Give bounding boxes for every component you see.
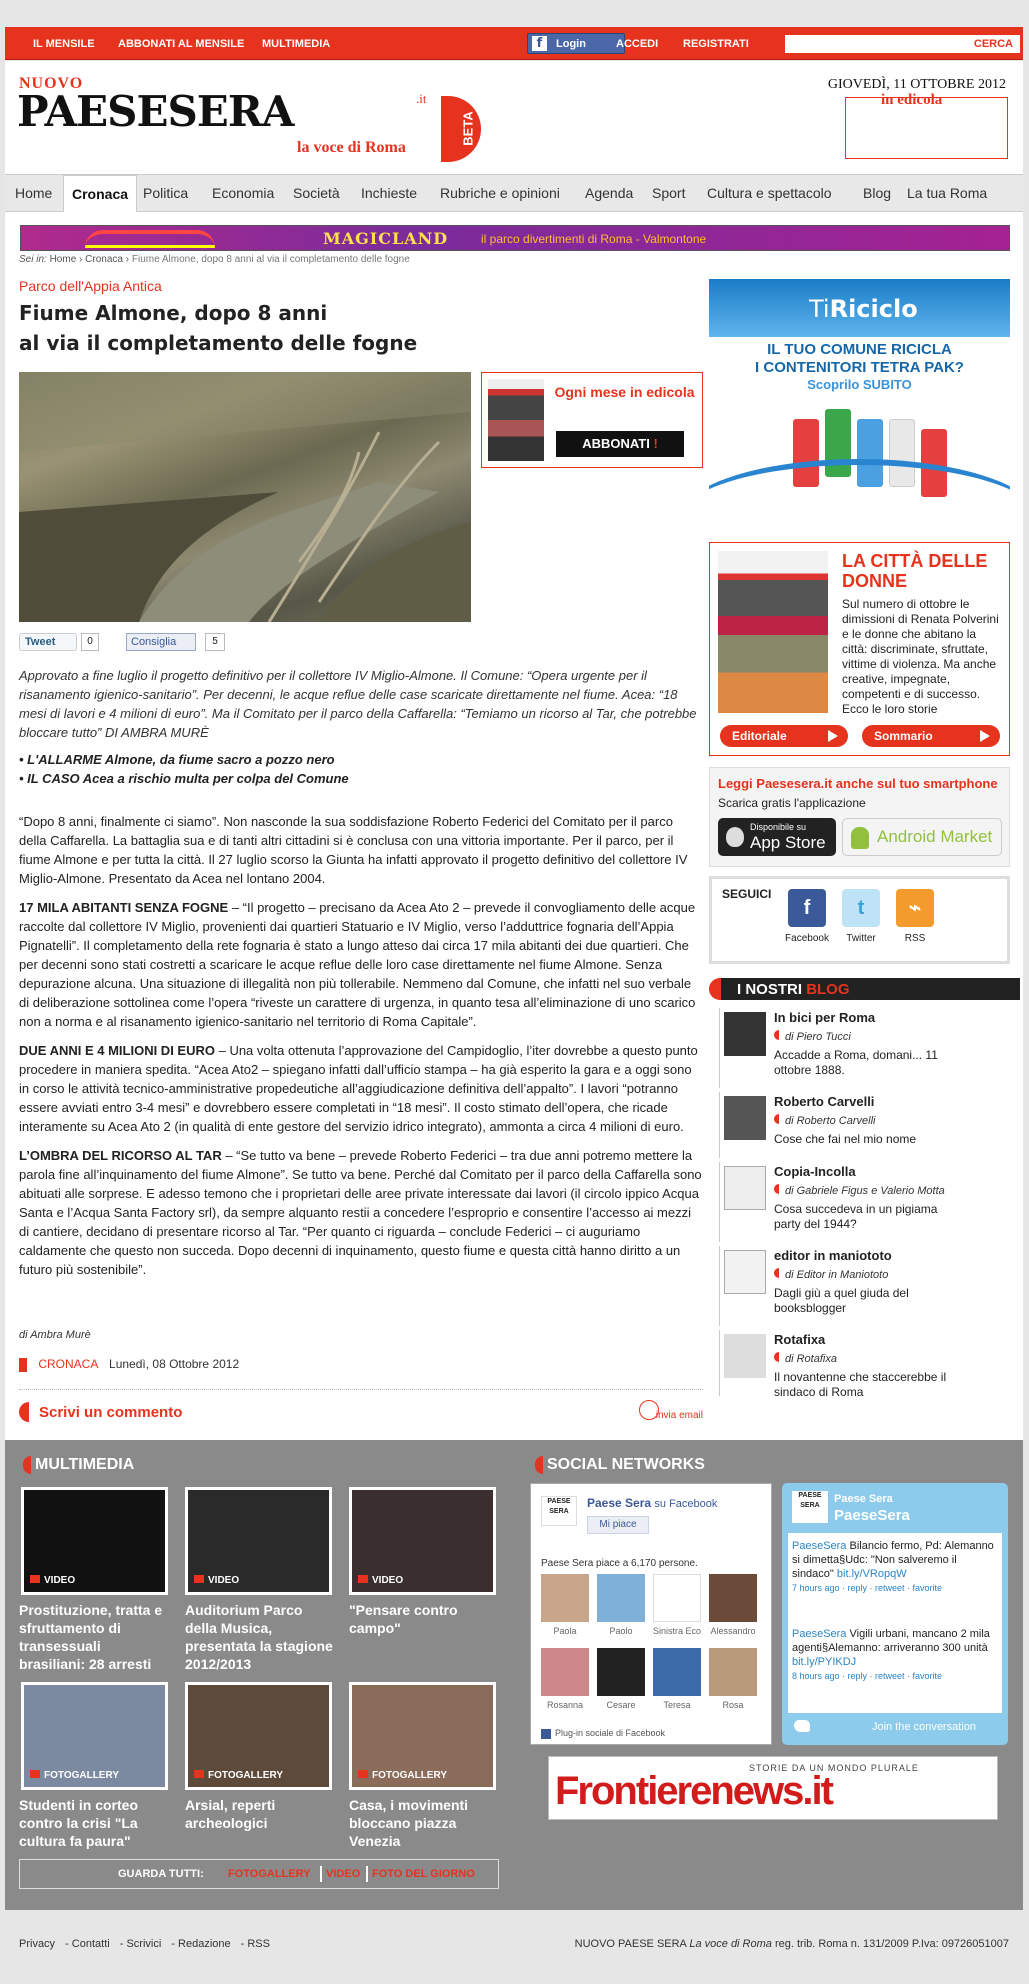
tiriciclo-headline: [709, 341, 1010, 377]
blog-title[interactable]: Roberto Carvelli: [774, 1094, 875, 1109]
footer-links: Privacy - Contatti - Scrivici - Redazione - RSS: [19, 1938, 270, 1950]
legal-tagline: La voce di Roma: [689, 1938, 772, 1950]
write-comment-link[interactable]: Scrivi un commento: [39, 1404, 183, 1421]
legal-name: NUOVO PAESE SERA: [574, 1938, 687, 1950]
category-marker: [19, 1358, 27, 1372]
river-photo-graphic: [19, 372, 471, 622]
sommario-label: Sommario: [874, 729, 933, 743]
media-caption[interactable]: "Pensare contro campo": [349, 1602, 458, 1636]
rss-label[interactable]: RSS: [904, 933, 926, 944]
blog-excerpt[interactable]: Cose che fai nel mio nome: [774, 1132, 917, 1146]
legal-registration: reg. trib. Roma n. 131/2009 P.Iva: 09726051007: [774, 1938, 1009, 1950]
fan-name[interactable]: Teresa: [663, 1700, 691, 1710]
logo-nuovo[interactable]: NUOVO: [19, 75, 84, 92]
blog-item[interactable]: [719, 1008, 1020, 1088]
fan-name[interactable]: Alessandro: [710, 1626, 756, 1636]
top-bar: [5, 27, 1023, 60]
follow-us-box: [709, 876, 1010, 964]
article-title-line2: al via il completamento delle fogne: [19, 331, 418, 355]
media-tag: [194, 1770, 283, 1781]
tw-handle[interactable]: PaeseSera: [834, 1507, 910, 1524]
article-meta: [19, 1357, 239, 1372]
tw-name: Paese Sera: [834, 1493, 893, 1505]
fan-avatar[interactable]: [709, 1648, 757, 1696]
header-marker: [535, 1456, 543, 1474]
article-paragraph: [19, 1041, 703, 1136]
breadcrumb-current: Fiume Almone, dopo 8 anni al via il completamento delle fogne: [131, 254, 410, 265]
tweet-list: [788, 1533, 1002, 1713]
tweet: [792, 1627, 998, 1683]
media-tag-label: VIDEO: [372, 1575, 404, 1586]
header-marker: [23, 1456, 31, 1474]
blog-title[interactable]: In bici per Roma: [774, 1010, 876, 1025]
tiriciclo-brand-b: Riciclo: [829, 295, 918, 323]
blog-excerpt[interactable]: Dagli giù a quel giuda del booksblogger: [774, 1286, 909, 1315]
tiriciclo-ad[interactable]: [709, 279, 1010, 531]
link-abbonati-mensile[interactable]: ABBONATI AL MENSILE: [118, 38, 245, 50]
media-tag-label: FOTOGALLERY: [208, 1770, 283, 1781]
tiriciclo-cta: Scoprilo SUBITO: [807, 377, 912, 392]
media-caption[interactable]: Arsial, reperti archeologici: [185, 1797, 276, 1831]
footer-legal: [575, 1938, 1009, 1950]
footer-link-redazione[interactable]: Redazione: [178, 1938, 231, 1950]
video-icon: [194, 1575, 204, 1583]
paragraph-heading: DUE ANNI E 4 MILIONI DI EURO: [19, 1043, 215, 1058]
nav-cronaca[interactable]: Cronaca: [63, 175, 137, 213]
byline: di Ambra Murè: [19, 1329, 91, 1341]
main-content: [5, 212, 1023, 1440]
nav-economia[interactable]: Economia: [212, 185, 275, 201]
blog-author: [774, 1114, 875, 1127]
blogs-header: [719, 978, 1020, 1000]
article-photo: [19, 372, 471, 622]
media-tag-label: FOTOGALLERY: [44, 1770, 119, 1781]
blog-title[interactable]: Rotafixa: [774, 1332, 826, 1347]
banner-title: MAGICLAND: [323, 229, 449, 248]
footer-link-privacy[interactable]: Privacy: [19, 1938, 56, 1950]
tweet-meta[interactable]: 7 hours ago · reply · retweet · favorite: [792, 1583, 943, 1593]
join-conversation-link[interactable]: Join the conversation: [872, 1721, 976, 1733]
blog-item[interactable]: [719, 1162, 1020, 1242]
smartphone-app-box: [709, 767, 1010, 867]
donne-title: LA CITTÀ DELLE DONNE: [842, 551, 988, 591]
article-kicker: Parco dell'Appia Antica: [19, 278, 162, 294]
camera-icon: [194, 1770, 204, 1778]
fan-name[interactable]: Cesare: [606, 1700, 636, 1710]
facebook-icon[interactable]: f: [788, 889, 826, 927]
nav-la-tua-roma[interactable]: La tua Roma: [907, 185, 988, 201]
fan-name[interactable]: Rosanna: [546, 1700, 584, 1710]
tweet-label: Tweet: [25, 636, 56, 648]
breadcrumb-section[interactable]: Cronaca: [85, 254, 123, 265]
blog-author-text: di Gabriele Figus e Valerio Motta: [785, 1185, 945, 1197]
app-store-button[interactable]: [718, 818, 836, 856]
footer: [5, 1910, 1023, 1976]
related-link-text[interactable]: IL CASO Acea a rischio multa per colpa del Comune: [27, 771, 349, 786]
nav-blog[interactable]: Blog: [863, 185, 892, 201]
blog-author-text: di Editor in Maniototo: [785, 1269, 889, 1281]
promo-text: Ogni mese in edicola: [554, 384, 695, 400]
media-tag: [30, 1575, 75, 1586]
fb-page-name[interactable]: [587, 1496, 717, 1510]
author-marker: [774, 1352, 779, 1362]
blog-author-text: di Roberto Carvelli: [785, 1115, 876, 1127]
tweet-text: Vigili urbani, mancano 2 mila agenti§Alemanno: arriveranno 300 unità: [792, 1628, 990, 1654]
edicola-box[interactable]: [845, 92, 1008, 159]
arrow-right-icon: [828, 730, 838, 742]
gallery-thumbnail[interactable]: [185, 1682, 332, 1790]
tweet-text: Bilancio fermo, Pd: Alemanno si dimetta§Udc: "Non salveremo il sindaco": [792, 1540, 994, 1580]
footer-link-scrivici[interactable]: Scrivici: [126, 1938, 162, 1950]
link-il-mensile[interactable]: IL MENSILE: [33, 38, 95, 50]
send-email-link[interactable]: invia email: [655, 1410, 703, 1421]
fan-avatar[interactable]: [653, 1574, 701, 1622]
fb-page-label[interactable]: Paese Sera: [587, 1496, 652, 1510]
paesesera-logo-small: PAESE SERA: [541, 1496, 577, 1526]
media-caption[interactable]: Auditorium Parco della Musica, presentata la stagione 2012/2013: [185, 1602, 333, 1672]
video-icon: [358, 1575, 368, 1583]
search-input[interactable]: [785, 35, 1020, 53]
blog-excerpt[interactable]: Cosa succedeva in un pigiama party del 1944?: [774, 1202, 938, 1231]
fb-like-count: Paese Sera piace a 6,170 persone.: [541, 1558, 698, 1569]
author-marker: [774, 1268, 779, 1278]
fan-avatar[interactable]: [597, 1574, 645, 1622]
blog-title[interactable]: Copia-Incolla: [774, 1164, 856, 1179]
phone-subtitle: Scarica gratis l'applicazione: [718, 796, 866, 810]
blog-author-text: di Rotafixa: [785, 1353, 837, 1365]
paragraph-text: – “Se tutto va bene – prevede Roberto Federici – tra due anni potremo mettere la parola fine all’inquinamento del fiume Almone”. Se tutto va bene. Perché dal Comitato per il parco della Caffarella sono abituati alle sorprese. E adesso temono che i proprietari delle aree private interessate dai lavori (il circolo ippico Acqua Santa e l’Acqua Santa Factory srl), da sempre alquanto restii a concedere l’esproprio e consentire l’accesso ai mezzi di cantiere, decidano di presentare ricorso al Tar. “Per quanto ci riguarda – conclude Federici – ci auguriamo caldamente che questo non succeda. Dopo decenni di inquinamento, questo fiume e questa città hanno diritto a un futuro più sostenibile”.: [19, 1148, 702, 1277]
media-tag: [358, 1770, 447, 1781]
fan-name[interactable]: Rosa: [722, 1700, 744, 1710]
tweet-link[interactable]: bit.ly/PYIKDJ: [792, 1656, 857, 1668]
author-marker: [774, 1030, 779, 1040]
related-link-text[interactable]: L'ALLARME Almone, da fiume sacro a pozzo nero: [27, 752, 335, 767]
link-foto-del-giorno[interactable]: FOTO DEL GIORNO: [372, 1868, 475, 1880]
article-title: [19, 298, 539, 358]
fb-plugin-text: Plug-in sociale di Facebook: [555, 1728, 666, 1738]
related-link[interactable]: • IL CASO Acea a rischio multa per colpa del Comune: [19, 771, 349, 786]
multimedia-title: MULTIMEDIA: [35, 1456, 135, 1473]
consiglia-count: 5: [205, 633, 225, 651]
media-caption[interactable]: Prostituzione, tratta e sfruttamento di transessuali brasiliani: 28 arresti: [19, 1602, 163, 1672]
consiglia-button[interactable]: [126, 633, 196, 651]
consiglia-label: Consiglia: [131, 636, 177, 648]
logo-tagline: la voce di Roma: [297, 139, 406, 156]
blogs-title-b: BLOG: [806, 981, 850, 998]
media-tag: [194, 1575, 239, 1586]
social-networks-header: [547, 1456, 705, 1474]
logo-it: .it: [416, 91, 427, 106]
wave-graphic: [709, 459, 1010, 531]
rss-icon[interactable]: ⌁: [896, 889, 934, 927]
paragraph-heading: 17 MILA ABITANTI SENZA FOGNE: [19, 900, 229, 915]
article-body: [19, 812, 703, 1289]
tweet-user[interactable]: PaeseSera: [792, 1540, 847, 1552]
article-lead: Approvato a fine luglio il progetto definitivo per il collettore IV Miglio-Almone. Il Comune: “Opera urgente per il risanamento igienico-sanitario”. Per decenni, le acque reflue delle case scaricate direttamente nel fiume. Acea: “18 mesi di lavori e 4 milioni di euro”. Ma il Comitato per il parco della Caffarella: “Temiamo un ricorso al Tar, che potrebbe bloccare tutto” DI AMBRA MURÈ: [19, 668, 697, 740]
separator: [366, 1866, 368, 1882]
nav-agenda[interactable]: Agenda: [585, 185, 634, 201]
blogs-title: [737, 981, 850, 998]
banner-subtitle: il parco divertimenti di Roma - Valmontone: [481, 232, 707, 246]
breadcrumb-home[interactable]: Home: [49, 254, 77, 265]
avatar: [724, 1334, 766, 1378]
blog-title[interactable]: editor in maniototo: [774, 1248, 892, 1263]
media-caption[interactable]: Studenti in corteo contro la crisi "La cultura fa paura": [19, 1797, 138, 1849]
avatar: [724, 1012, 766, 1056]
tweet: [792, 1539, 998, 1595]
current-date: GIOVEDÌ, 11 OTTOBRE 2012: [827, 77, 1006, 92]
video-thumbnail[interactable]: [21, 1487, 168, 1595]
blog-excerpt[interactable]: Il novantenne che staccerebbe il sindaco di Roma: [774, 1370, 947, 1399]
nav-cultura[interactable]: Cultura e spettacolo: [707, 185, 832, 201]
blogs-box: [709, 968, 1025, 1398]
appstore-label: App Store: [750, 833, 826, 852]
apple-icon: [726, 827, 744, 847]
rainbow-graphic: [85, 230, 215, 248]
nav-inchieste[interactable]: Inchieste: [361, 185, 418, 201]
tiriciclo-line1: IL TUO COMUNE RICICLA: [767, 341, 952, 358]
fb-like-button[interactable]: [587, 1516, 649, 1534]
gallery-thumbnail[interactable]: [349, 1682, 496, 1790]
video-thumbnail[interactable]: [185, 1487, 332, 1595]
gallery-thumbnail[interactable]: [21, 1682, 168, 1790]
magazine-cover: [718, 551, 828, 713]
abbonati-promo[interactable]: [481, 372, 703, 468]
tiriciclo-logo: [809, 295, 918, 323]
related-link[interactable]: • L'ALLARME Almone, da fiume sacro a pozzo nero: [19, 752, 335, 767]
article-paragraph: [19, 1146, 703, 1279]
magazine-cover: [488, 379, 544, 461]
social-networks-title: SOCIAL NETWORKS: [547, 1456, 705, 1473]
article-paragraph: “Dopo 8 anni, finalmente ci siamo”. Non nasconde la sua soddisfazione Roberto Federici del Comitato per il parco della Caffarella. La battaglia sua e di tanti altri cittadini si è conclusa con una vittoria importante. Per il parco, per il fiume Almone e per tutta la città. Il 27 luglio scorso la Giunta ha infatti approvato il progetto definitivo del collettore IV Miglio-Almone. Presentato da Acea nel lontano 2004.: [19, 814, 688, 886]
guarda-label: GUARDA TUTTI:: [118, 1868, 204, 1880]
fan-name[interactable]: Sinistra Eco: [652, 1626, 702, 1636]
twitter-label[interactable]: Twitter: [846, 933, 876, 944]
media-tag: [30, 1770, 119, 1781]
tweet-meta[interactable]: 8 hours ago · reply · retweet · favorite: [792, 1671, 943, 1681]
fan-avatar[interactable]: [597, 1648, 645, 1696]
blog-author: [774, 1184, 945, 1197]
login-label: Login: [556, 38, 586, 50]
frontiere-tagline: STORIE DA UN MONDO PLURALE: [749, 1763, 919, 1773]
author-marker: [774, 1184, 779, 1194]
magicland-banner[interactable]: [20, 225, 1010, 251]
nav-rubriche[interactable]: Rubriche e opinioni: [440, 185, 560, 201]
fan-name[interactable]: Paola: [553, 1626, 577, 1636]
tiriciclo-line2: I CONTENITORI TETRA PAK?: [755, 359, 964, 376]
blogs-marker: [709, 978, 721, 1000]
phone-title: Leggi Paesesera.it anche sul tuo smartphone: [718, 776, 998, 791]
tweet-link[interactable]: bit.ly/VRopqW: [836, 1568, 907, 1580]
blog-author: [774, 1352, 837, 1365]
link-accedi[interactable]: ACCEDI: [616, 38, 659, 50]
media-tag-label: VIDEO: [44, 1575, 76, 1586]
blog-item[interactable]: [719, 1330, 1020, 1399]
avatar: [724, 1096, 766, 1140]
android-market-button[interactable]: [842, 818, 1002, 856]
twitter-widget: [782, 1483, 1008, 1745]
search-button[interactable]: CERCA: [973, 38, 1013, 50]
media-tag-label: VIDEO: [208, 1575, 240, 1586]
article-paragraph: [19, 898, 703, 1031]
camera-icon: [30, 1770, 40, 1778]
tiriciclo-brand-a: Ti: [809, 295, 830, 323]
fb-on-label: su Facebook: [654, 1498, 718, 1510]
editoriale-label: Editoriale: [732, 729, 787, 743]
logo[interactable]: PAESESERA: [17, 87, 294, 136]
facebook-login-button[interactable]: [527, 33, 625, 54]
related-links: [19, 750, 703, 788]
main-nav: [5, 174, 1023, 212]
footer-link-rss[interactable]: RSS: [247, 1938, 270, 1950]
breadcrumb: Sei in: Home › Cronaca › Fiume Almone, dopo 8 anni al via il completamento delle fogne: [19, 254, 410, 265]
media-caption[interactable]: Casa, i movimenti bloccano piazza Venezia: [349, 1797, 469, 1849]
facebook-icon: f: [532, 36, 547, 51]
fan-avatar[interactable]: [541, 1574, 589, 1622]
fb-like-label: Mi piace: [599, 1519, 637, 1530]
tweet-button[interactable]: [19, 633, 77, 651]
blog-excerpt[interactable]: Accadde a Roma, domani... 11 ottobre 1888.: [774, 1048, 938, 1077]
blog-item[interactable]: [719, 1246, 1020, 1326]
footer-link-contatti[interactable]: Contatti: [71, 1938, 110, 1950]
separator: [320, 1866, 322, 1882]
nav-home[interactable]: Home: [15, 185, 53, 201]
link-registrati[interactable]: REGISTRATI: [683, 38, 749, 50]
guarda-tutti-bar: [19, 1859, 499, 1889]
comment-marker: [19, 1402, 29, 1422]
abbonati-button[interactable]: [556, 431, 684, 457]
android-icon: [851, 827, 869, 849]
edicola-label: in edicola: [881, 92, 943, 108]
article-title-line1: Fiume Almone, dopo 8 anni: [19, 301, 328, 325]
beta-label: BETA: [460, 111, 476, 146]
editoriale-button[interactable]: [720, 725, 848, 747]
paesesera-logo-small: PAESE SERA: [792, 1491, 828, 1523]
fan-name[interactable]: Paolo: [609, 1626, 633, 1636]
frontierenews-banner[interactable]: [548, 1756, 998, 1820]
blogs-title-a: I NOSTRI: [737, 981, 803, 998]
article-date: Lunedì, 08 Ottobre 2012: [109, 1357, 240, 1371]
tweet-user[interactable]: PaeseSera: [792, 1628, 847, 1640]
twitter-bird-icon: [794, 1720, 810, 1732]
arrow-right-icon: [980, 730, 990, 742]
appstore-small: Disponibile su: [750, 822, 807, 832]
paragraph-text: – Una volta ottenuta l’approvazione del Campidoglio, l’iter dovrebbe a questo punto procedere in maniera spedita. “Acea Ato2 – spiegano infatti dall’ufficio stampa – ha già esperito la gara e a oggi sono in corso le attività tecnico-amministrative propedeutiche all’aggiudicazione definitiva dell’appalto”. I lavori “potranno essere avviati entro 3-4 mesi” e dovrebbero essere completati in “18 mesi”. Il costo stimato dell’opera, che ricade interamente su Acea Ato 2 (in qualità di ente gestore del servizio idrico integrato), ammonta a circa 4 milioni di euro.: [19, 1043, 698, 1134]
multimedia-band: [5, 1440, 1023, 1910]
facebook-icon: [541, 1729, 551, 1739]
header: [5, 61, 1023, 174]
author-marker: [774, 1114, 779, 1124]
follow-title: SEGUICI: [722, 887, 772, 901]
donne-text: Sul numero di ottobre le dimissioni di Renata Polverini e le donne che abitano la città: discriminate, sfruttate, vittime di violenza. Ma anche creative, impegnate, competenti e di successo. Ecco le loro storie: [842, 597, 999, 716]
twitter-icon[interactable]: t: [842, 889, 880, 927]
link-multimedia[interactable]: MULTIMEDIA: [262, 38, 331, 50]
nav-societa[interactable]: Società: [293, 185, 340, 201]
paragraph-heading: L’OMBRA DEL RICORSO AL TAR: [19, 1148, 222, 1163]
blog-author: [774, 1268, 888, 1281]
fan-avatar[interactable]: [541, 1648, 589, 1696]
abbonati-mark: !: [653, 436, 658, 451]
beta-badge: [441, 96, 481, 162]
video-icon: [30, 1575, 40, 1583]
category-link[interactable]: CRONACA: [38, 1357, 98, 1371]
nav-politica[interactable]: Politica: [143, 185, 189, 201]
android-label: Android Market: [877, 827, 993, 846]
link-fotogallery[interactable]: FOTOGALLERY: [228, 1868, 311, 1880]
blog-author-text: di Piero Tucci: [785, 1031, 851, 1043]
tweet-count: 0: [81, 633, 99, 651]
link-video[interactable]: VIDEO: [326, 1868, 361, 1880]
media-tag-label: FOTOGALLERY: [372, 1770, 447, 1781]
breadcrumb-prefix: Sei in:: [19, 254, 47, 265]
nav-sport[interactable]: Sport: [652, 185, 686, 201]
blog-item[interactable]: [719, 1092, 1020, 1158]
abbonati-label: ABBONATI: [582, 436, 650, 451]
frontiere-logo: Frontierenews.it: [555, 1769, 832, 1813]
citta-donne-promo[interactable]: [709, 542, 1010, 756]
facebook-label[interactable]: Facebook: [785, 933, 829, 944]
comment-bar: [19, 1389, 703, 1421]
blog-author: [774, 1030, 851, 1043]
fb-plugin-label[interactable]: [541, 1728, 665, 1739]
fan-avatar[interactable]: [653, 1648, 701, 1696]
multimedia-header: [35, 1456, 134, 1474]
facebook-widget: [530, 1483, 772, 1745]
fan-avatar[interactable]: [709, 1574, 757, 1622]
camera-icon: [358, 1770, 368, 1778]
video-thumbnail[interactable]: [349, 1487, 496, 1595]
sommario-button[interactable]: [862, 725, 1000, 747]
paragraph-text: – “Il progetto – precisano da Acea Ato 2 – prevede il convogliamento delle acque raccolte dal collettore IV Miglio, provenienti dai quartieri Statuario e IV Miglio, verso l’adduttrice fognaria dell’Appia Pignatelli”. Il completamento della rete fognaria è stato a lungo atteso dai circa 17 mila abitanti dei due quartieri. Che per decenni sono stati costretti a scaricare le acque reflue delle loro case direttamente nel fiume Almone. Senza depurazione alcuna. Una situazione di illegalità non più tollerabile. Nemmeno dal Comune, che infatti nel suo verbale di deliberazione sottolinea come l’opera “riveste un carattere di urgenza, in quanto tesa all’eliminazione di uno scarico non a norma e al risanamento igienico-sanitario nel territorio di Roma Capitale”.: [19, 900, 696, 1029]
avatar: [724, 1166, 766, 1210]
media-tag: [358, 1575, 403, 1586]
avatar: [724, 1250, 766, 1294]
